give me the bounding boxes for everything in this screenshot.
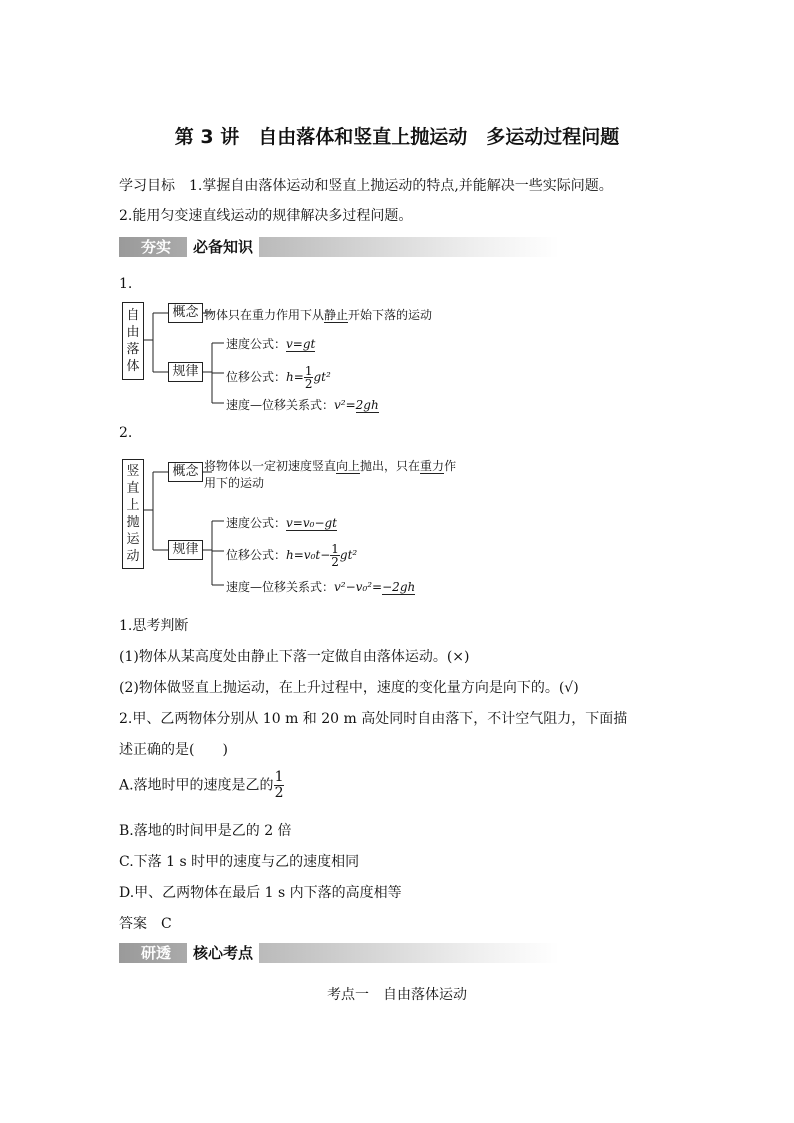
- root-char: 体: [126, 359, 140, 374]
- fraction: $\frac{1}{2}$: [304, 364, 313, 391]
- option-b: B.落地的时间甲是乙的 2 倍: [119, 823, 292, 839]
- diagram-2-concept-box: 概念: [168, 462, 203, 482]
- diagram-2-root-box: [122, 459, 144, 569]
- section-heading: 考点一 自由落体运动: [327, 987, 467, 1003]
- question-heading: 1.思考判断: [119, 618, 189, 634]
- diagram-2-number: 2.: [119, 425, 133, 441]
- judge-item-1: (1)物体从某高度处由静止下落一定做自由落体运动。(×): [119, 649, 470, 665]
- diagram-2-velocity-formula: 速度公式：v=v₀−gt: [226, 516, 337, 530]
- root-char: 自: [126, 308, 140, 323]
- diagram-2-concept-text-line-1: 将物体以一定初速度竖直向上抛出，只在重力作: [204, 459, 457, 473]
- question-2-line-2: 述正确的是( ): [119, 742, 228, 758]
- diagram-2-displacement-formula: 位移公式：h=v₀t− $\frac{1}{2}$ gt²: [226, 542, 358, 569]
- answer: 答案 C: [119, 916, 172, 932]
- diagram-2-concept-text-line-2: 用下的运动: [204, 476, 265, 490]
- root-char: 直: [126, 481, 140, 496]
- banner-label: 核心考点: [187, 943, 259, 963]
- root-char: 上: [126, 498, 140, 513]
- banner-tag: 夯实: [141, 238, 172, 256]
- question-2-line-1: 2.甲、乙两物体分别从 10 m 和 20 m 高处同时自由落下，不计空气阻力，下面描: [119, 711, 628, 727]
- root-char: 落: [126, 342, 140, 357]
- objective-line-1: 学习目标 1.掌握自由落体运动和竖直上抛运动的特点,并能解决一些实际问题。: [119, 178, 613, 194]
- diagram-1-displacement-formula: 位移公式：h= $\frac{1}{2}$ gt²: [226, 364, 331, 391]
- page-title: 第 3 讲 自由落体和竖直上抛运动 多运动过程问题: [174, 126, 620, 148]
- root-char: 运: [126, 532, 140, 547]
- option-c: C.下落 1 s 时甲的速度与乙的速度相同: [119, 854, 360, 870]
- option-d: D.甲、乙两物体在最后 1 s 内下落的高度相等: [119, 885, 402, 901]
- banner-label: 必备知识: [187, 237, 259, 257]
- option-a: A.落地时甲的速度是乙的 $\frac{1}{2}$: [119, 769, 284, 801]
- section-banner-core: [119, 943, 559, 963]
- banner-gradient: [119, 943, 559, 963]
- objective-line-2: 2.能用匀变速直线运动的规律解决多过程问题。: [119, 208, 413, 224]
- diagram-1-concept-text: 物体只在重力作用下从静止开始下落的运动: [204, 308, 433, 322]
- root-char: 抛: [126, 515, 140, 530]
- diagram-2-law-box: 规律: [168, 540, 203, 560]
- diagram-1-relation-formula: 速度—位移关系式：v²=2gh: [226, 398, 379, 412]
- diagram-1-concept-box: 概念: [168, 303, 203, 323]
- fraction: $\frac{1}{2}$: [274, 769, 284, 801]
- fraction: $\frac{1}{2}$: [331, 542, 339, 569]
- banner-tag: 研透: [141, 944, 172, 962]
- root-char: 竖: [126, 464, 140, 479]
- diagram-1-root-box: [122, 302, 144, 380]
- root-char: 由: [126, 325, 140, 340]
- diagram-1-velocity-formula: 速度公式：v=gt: [226, 337, 316, 351]
- diagram-2-relation-formula: 速度—位移关系式：v²−v₀²=−2gh: [226, 580, 416, 594]
- judge-item-2: (2)物体做竖直上抛运动，在上升过程中，速度的变化量方向是向下的。(√): [119, 680, 579, 696]
- diagram-1-law-box: 规律: [168, 362, 203, 382]
- diagram-1-number: 1.: [119, 276, 133, 292]
- root-char: 动: [126, 549, 140, 564]
